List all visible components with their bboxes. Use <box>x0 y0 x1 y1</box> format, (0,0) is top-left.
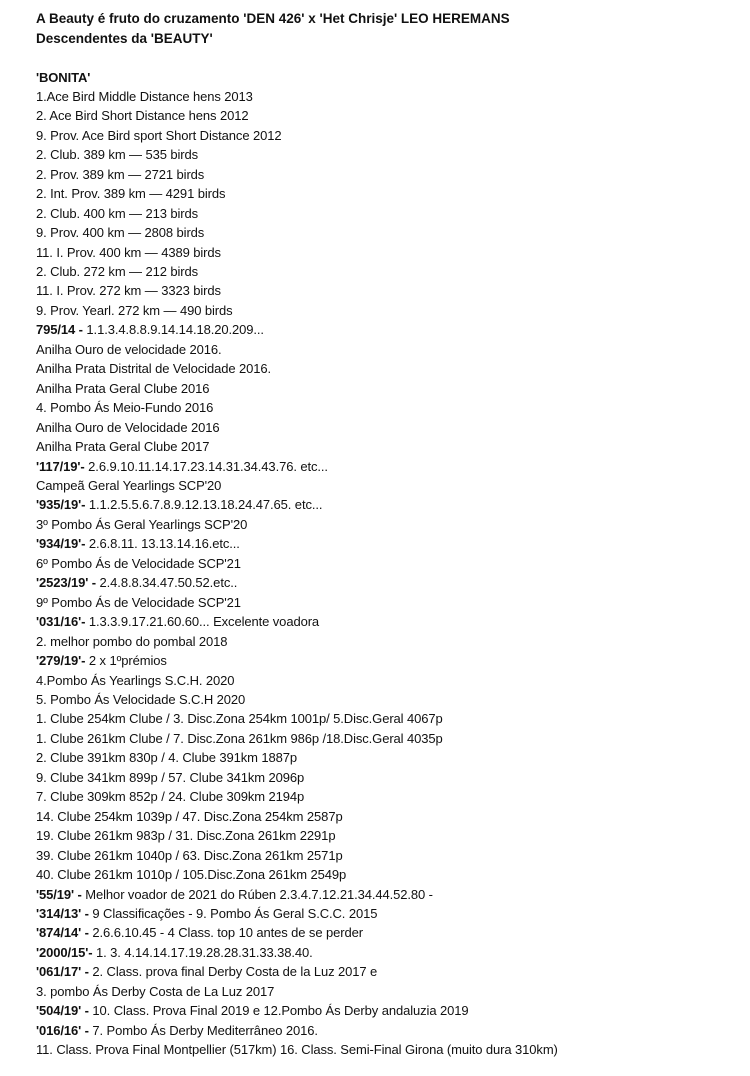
result-text: 2 x 1ºprémios <box>88 653 167 669</box>
list-item <box>36 632 736 651</box>
blank-line <box>36 48 736 68</box>
bird-ring-label: '874/14' - <box>36 925 93 941</box>
result-text: 1. 3. 4.14.14.17.19.28.28.31.33.38.40. <box>96 944 313 960</box>
result-text: 7. Clube 309km 852p / 24. Clube 309km 2194p <box>36 789 305 805</box>
result-text: 6º Pombo Ás de Velocidade SCP'21 <box>36 555 241 571</box>
result-text: 5. Pombo Ás Velocidade S.C.H 2020 <box>36 692 246 707</box>
result-text: 9. Prov. Yearl. 272 km — 490 birds <box>36 302 233 318</box>
list-item <box>36 281 736 300</box>
bird-ring-label: '2000/15'- <box>36 944 97 960</box>
list-item <box>36 301 736 320</box>
result-text: 1.1.3.4.8.8.9.14.14.18.20.209... <box>86 322 264 338</box>
list-item <box>36 204 736 223</box>
bird-ring-label: '55/19' - <box>36 886 86 902</box>
result-text: 2. Prov. 389 km — 2721 birds <box>36 166 205 182</box>
list-item <box>36 1001 736 1020</box>
bird-ring-label: '279/19'- <box>36 653 89 669</box>
result-text: 2. Int. Prov. 389 km — 4291 birds <box>36 186 226 202</box>
bird-ring-label: '016/16' - <box>36 1022 93 1038</box>
list-item <box>36 223 736 242</box>
list-item <box>36 398 736 417</box>
list-item <box>36 534 736 553</box>
bird-ring-label: 'BONITA' <box>36 69 91 85</box>
list-item <box>36 1021 736 1040</box>
list-item <box>36 320 736 339</box>
result-text: 9. Prov. Ace Bird sport Short Distance 2012 <box>36 127 282 143</box>
document-subtitle: Descendentes da 'BEAUTY' <box>36 30 213 46</box>
result-text: 9º Pombo Ás de Velocidade SCP'21 <box>36 594 241 610</box>
result-text: Anilha Prata Geral Clube 2017 <box>36 439 210 455</box>
list-item <box>36 106 736 125</box>
bird-ring-label: '031/16'- <box>36 614 89 630</box>
list-item <box>36 748 736 767</box>
result-text: Melhor voador de 2021 do Rúben 2.3.4.7.12.21.34.44.52.80 - <box>85 886 433 902</box>
list-item <box>36 671 736 690</box>
list-item <box>36 787 736 806</box>
result-text: 7. Pombo Ás Derby Mediterrâneo 2016. <box>92 1022 318 1038</box>
list-item <box>36 379 736 398</box>
result-text: 2.6.8.11. 13.13.14.16.etc... <box>88 536 240 552</box>
result-text: 3º Pombo Ás Geral Yearlings SCP'20 <box>36 516 248 532</box>
list-item <box>36 515 736 534</box>
list-item <box>36 865 736 884</box>
result-text: 2. Club. 272 km — 212 birds <box>36 264 199 280</box>
result-text: 2.4.8.8.34.47.50.52.etc.. <box>99 575 238 591</box>
list-item <box>36 184 736 203</box>
document-body <box>36 9 736 1060</box>
result-text: 3. pombo Ás Derby Costa de La Luz 2017 <box>36 983 275 999</box>
result-text: 1. Clube 254km Clube / 3. Disc.Zona 254km 1001p/ 5.Disc.Geral 4067p <box>36 711 443 727</box>
list-item <box>36 554 736 573</box>
bird-ring-label: '2523/19' - <box>36 575 100 591</box>
result-text: 19. Clube 261km 983p / 31. Disc.Zona 261km 2291p <box>36 828 336 844</box>
list-item <box>36 495 736 514</box>
bird-ring-label: '314/13' - <box>36 905 93 921</box>
list-item <box>36 573 736 592</box>
list-item <box>36 1040 736 1059</box>
result-text: 9 Classificações - 9. Pombo Ás Geral S.C.C. 2015 <box>92 905 378 921</box>
result-text: 11. Class. Prova Final Montpellier (517km) 16. Class. Semi-Final Girona (muito dura 310km) <box>36 1042 558 1058</box>
list-item <box>36 87 736 106</box>
result-text: 39. Clube 261km 1040p / 63. Disc.Zona 261km 2571p <box>36 847 343 863</box>
list-item <box>36 943 736 962</box>
list-item <box>36 962 736 981</box>
list-item <box>36 826 736 845</box>
list-item <box>36 729 736 748</box>
result-text: 2. Class. prova final Derby Costa de la Luz 2017 e <box>92 964 378 980</box>
result-text: Anilha Prata Geral Clube 2016 <box>36 380 210 396</box>
result-text: 9. Prov. 400 km — 2808 birds <box>36 225 205 241</box>
result-text: 2.6.6.10.45 - 4 Class. top 10 antes de se perder <box>92 925 363 941</box>
bird-ring-label: '934/19'- <box>36 536 89 552</box>
list-item <box>36 359 736 378</box>
list-item <box>36 885 736 904</box>
list-item <box>36 243 736 262</box>
result-text: Anilha Ouro de Velocidade 2016 <box>36 419 220 435</box>
results-list <box>36 68 736 1060</box>
result-text: 1.1.2.5.5.6.7.8.9.12.13.18.24.47.65. etc... <box>88 497 323 513</box>
result-text: 40. Clube 261km 1010p / 105.Disc.Zona 261km 2549p <box>36 867 347 883</box>
result-text: 10. Class. Prova Final 2019 e 12.Pombo Ás Derby andaluzia 2019 <box>92 1003 469 1019</box>
list-item <box>36 690 736 709</box>
bird-ring-label: 795/14 - <box>36 322 87 338</box>
result-text: 14. Clube 254km 1039p / 47. Disc.Zona 254km 2587p <box>36 808 343 824</box>
result-text: Anilha Prata Distrital de Velocidade 2016. <box>36 361 272 377</box>
result-text: 2. melhor pombo do pombal 2018 <box>36 633 228 649</box>
list-item <box>36 418 736 437</box>
document-title: A Beauty é fruto do cruzamento 'DEN 426' x 'Het Chrisje' LEO HEREMANS <box>36 11 510 26</box>
list-item <box>36 165 736 184</box>
list-item <box>36 340 736 359</box>
result-text: 2. Clube 391km 830p / 4. Clube 391km 1887p <box>36 750 298 766</box>
result-text: 2. Club. 389 km — 535 birds <box>36 147 199 163</box>
result-text: 11. I. Prov. 272 km — 3323 birds <box>36 283 221 299</box>
result-text: 2. Club. 400 km — 213 birds <box>36 205 199 221</box>
list-item <box>36 612 736 631</box>
result-text: Anilha Ouro de velocidade 2016. <box>36 341 222 357</box>
list-item <box>36 904 736 923</box>
result-text: 1.3.3.9.17.21.60.60... Excelente voadora <box>88 614 320 630</box>
list-item <box>36 651 736 670</box>
list-item <box>36 807 736 826</box>
list-item <box>36 262 736 281</box>
list-item <box>36 68 736 87</box>
list-item <box>36 593 736 612</box>
list-item <box>36 126 736 145</box>
result-text: 9. Clube 341km 899p / 57. Clube 341km 2096p <box>36 769 305 785</box>
list-item <box>36 457 736 476</box>
list-item <box>36 437 736 456</box>
bird-ring-label: '117/19'- <box>36 458 89 474</box>
bird-ring-label: '061/17' - <box>36 964 93 980</box>
list-item <box>36 982 736 1001</box>
list-item <box>36 923 736 942</box>
result-text: 2. Ace Bird Short Distance hens 2012 <box>36 108 249 124</box>
list-item <box>36 145 736 164</box>
result-text: 4. Pombo Ás Meio-Fundo 2016 <box>36 400 214 416</box>
list-item <box>36 476 736 495</box>
result-text: 1.Ace Bird Middle Distance hens 2013 <box>36 88 253 104</box>
result-text: Campeã Geral Yearlings SCP'20 <box>36 478 222 494</box>
result-text: 1. Clube 261km Clube / 7. Disc.Zona 261km 986p /18.Disc.Geral 4035p <box>36 730 443 746</box>
result-text: 2.6.9.10.11.14.17.23.14.31.34.43.76. etc... <box>88 458 328 474</box>
bird-ring-label: '935/19'- <box>36 497 89 513</box>
bird-ring-label: '504/19' - <box>36 1003 93 1019</box>
result-text: 11. I. Prov. 400 km — 4389 birds <box>36 244 221 260</box>
result-text: 4.Pombo Ás Yearlings S.C.H. 2020 <box>36 672 235 688</box>
list-item <box>36 846 736 865</box>
list-item <box>36 709 736 728</box>
list-item <box>36 768 736 787</box>
